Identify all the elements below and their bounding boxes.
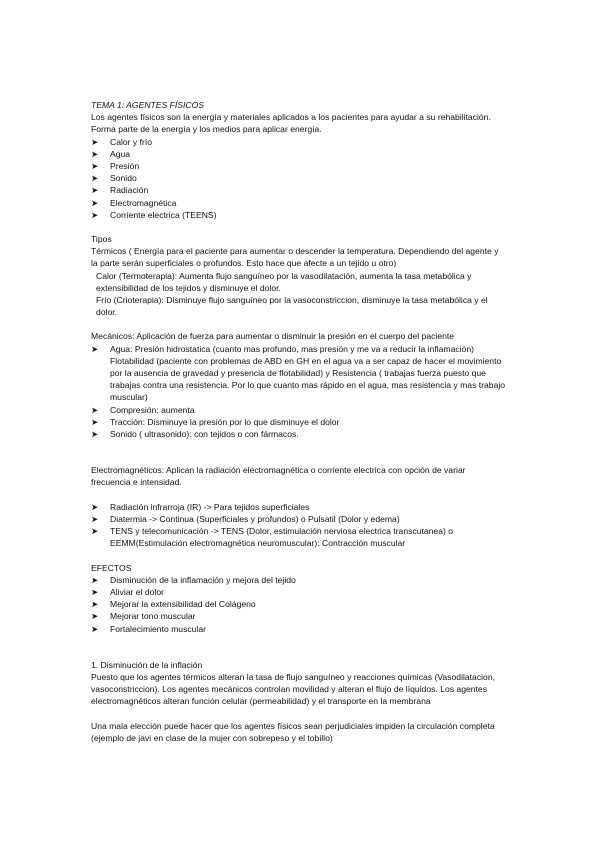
electro-list (91, 501, 507, 550)
arrow-bullet-icon: ➤ (91, 429, 99, 440)
list-item: ➤ Agua (91, 148, 131, 159)
calor-paragraph: Calor (Termoterapia): Aumenta flujo sanguíneo por la vasodilatación, aumenta la tasa metabólica y extensibilidad de los tejidos y disminuye el dolor. (96, 270, 472, 293)
intro-list (91, 136, 507, 221)
list-item: ➤ Mejorar tono muscular (91, 611, 196, 622)
arrow-bullet-icon: ➤ (91, 611, 99, 622)
arrow-bullet-icon: ➤ (91, 343, 99, 354)
mecanicos-list (91, 343, 507, 441)
efectos-heading: EFECTOS (91, 562, 132, 573)
arrow-bullet-icon: ➤ (91, 148, 99, 159)
list-item: ➤ Electromagnética (91, 197, 177, 208)
arrow-bullet-icon: ➤ (91, 526, 99, 537)
arrow-bullet-icon: ➤ (91, 404, 99, 415)
document-title: TEMA 1: AGENTES FÍSICOS (91, 100, 205, 110)
list-item: ➤ Sonido (91, 173, 137, 184)
efectos-list (91, 574, 507, 635)
list-item: ➤ Radiación infrarroja (IR) -> Para tejidos superficiales (91, 501, 310, 512)
section-1-closing: Una mala elección puede hacer que los agentes físicos sean perjudiciales impiden la circulación completa (ejemplo de javi en clase de la mujer con sobrepeso y el tobillo) (91, 720, 495, 743)
arrow-bullet-icon: ➤ (91, 599, 99, 610)
arrow-bullet-icon: ➤ (91, 586, 99, 597)
arrow-bullet-icon: ➤ (91, 173, 99, 184)
list-item: ➤ Aliviar el dolor (91, 586, 164, 597)
arrow-bullet-icon: ➤ (91, 185, 99, 196)
termicos-paragraph: Térmicos ( Energía para el paciente para aumentar o descender la temperatura. Dependiendo del agente y la parte serán superficiales o profundos. Esto hace que afecte a un tejido u otro) (91, 246, 499, 269)
arrow-bullet-icon: ➤ (91, 574, 99, 585)
list-item: ➤ Corriente electrica (TEENS) (91, 209, 217, 220)
list-item: ➤ TENS y telecomunicación -> TENS (Dolor, estimulación nerviosa electrica transcutanea) o EEMM(Estimulación electromagnética neuromuscular): Contracción muscular (91, 526, 454, 549)
list-item: ➤ Fortalecimiento muscular (91, 623, 206, 634)
arrow-bullet-icon: ➤ (91, 209, 99, 220)
list-item: ➤ Tracción: Disminuye la presión por lo que disminuye el dolor (91, 416, 340, 427)
tipos-heading: Tipos (91, 234, 112, 245)
arrow-bullet-icon: ➤ (91, 161, 99, 172)
arrow-bullet-icon: ➤ (91, 623, 99, 634)
list-item: ➤ Sonido ( ultrasonido): con tejidos o con fármacos. (91, 429, 299, 440)
list-item: ➤ Diatermia -> Continua (Superficiales y profundos) o Pulsatil (Dolor y edema) (91, 513, 400, 524)
frio-paragraph: Frío (Crioterapia): Disminuye flujo sanguíneo por la vasoconstriccion, disminuye la tasa metabólica y el dolor. (96, 295, 488, 318)
electro-heading: Electromagnéticos: Aplican la radiación electromagnética o corriente electrica con opción de variar frecuencia e intensidad. (91, 465, 466, 488)
mecanicos-heading: Mecánicos: Aplicación de fuerza para aumentar o disminuir la presión en el cuerpo del paciente (91, 331, 455, 342)
list-item: ➤ Calor y frío (91, 136, 153, 147)
section-1-body: Puesto que los agentes térmicos alteran la tasa de flujo sanguíneo y reacciones químicas (Vasodilatacion, vasoconstriccion). Los agentes mecánicos controlan movilidad y alteran el flujo de líquidos. Los agentes electromagnéticos alteran función celular (permeabilidad) y el transporte en la membrana (91, 671, 495, 707)
list-item: ➤ Compresión: aumenta (91, 404, 195, 415)
list-item: ➤ Presión (91, 161, 140, 172)
arrow-bullet-icon: ➤ (91, 501, 99, 512)
arrow-bullet-icon: ➤ (91, 136, 99, 147)
list-item: ➤ Agua: Presión hidrostatica (cuanto mas profundo, mas presión y me va a reducir la inflamación) Flotabilidad (paciente con problemas de ABD en GH en el agua va a ser capaz de hacer el movimiento por la ausencia de gravedad y presencia de flotabilidad) y Resistencia ( trabajas fuerza puesto que trabajas contra una resistencia. Por lo que cuanto mas rápido en el agua, mas resistencia y mas trabajo muscular) (91, 343, 506, 403)
section-1-heading: 1. Disminución de la inflación (91, 659, 203, 670)
list-item: ➤ Mejorar la extensibilidad del Colágeno (91, 599, 256, 610)
list-item: ➤ Disminución de la inflamación y mejora del tejido (91, 574, 296, 585)
arrow-bullet-icon: ➤ (91, 513, 99, 524)
intro-paragraph: Los agentes físicos son la energía y materiales aplicados a los pacientes para ayudar a su rehabilitación. Forma parte de la energía y los medios para aplicar energía. (91, 112, 491, 135)
arrow-bullet-icon: ➤ (91, 197, 99, 208)
arrow-bullet-icon: ➤ (91, 416, 99, 427)
list-item: ➤ Radiación (91, 185, 149, 196)
